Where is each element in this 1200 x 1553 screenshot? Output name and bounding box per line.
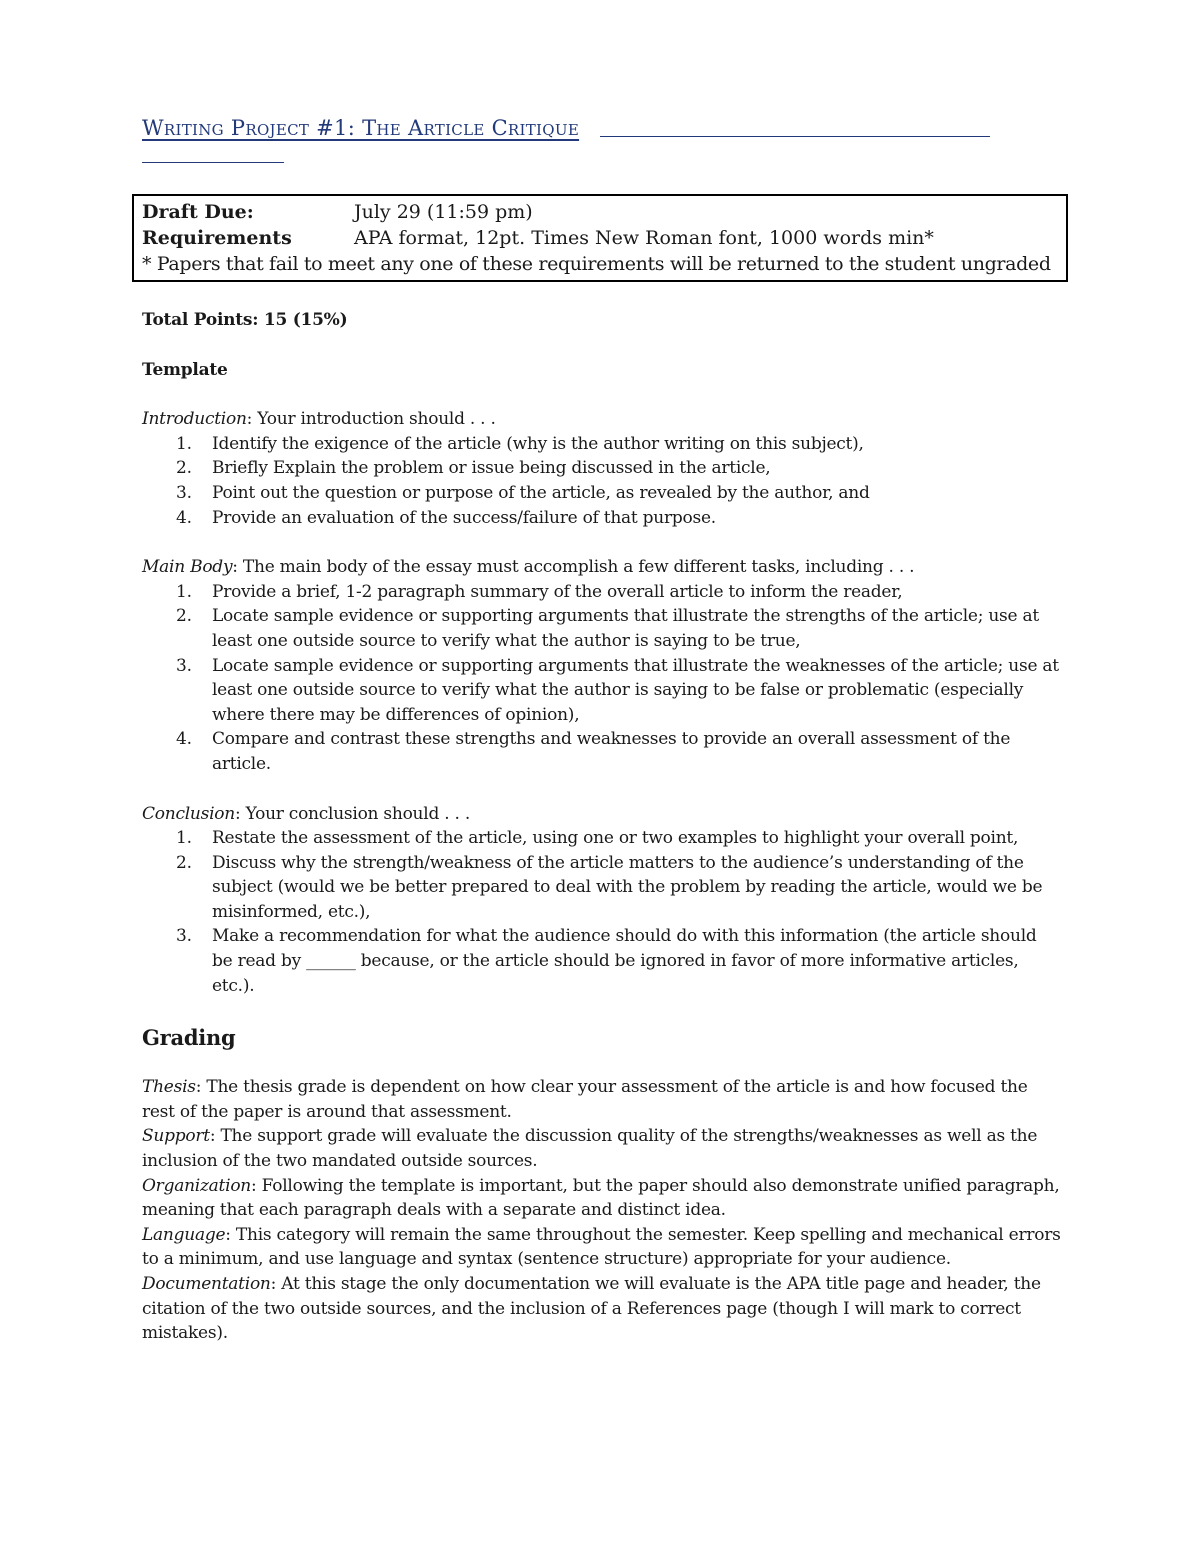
title-underline-rule [600, 136, 990, 137]
conclusion-heading [142, 802, 1062, 827]
conclusion-lead: : Your conclusion should . . . [234, 803, 471, 824]
requirements-note: * Papers that fail to meet any one of these requirements will be returned to the student ungraded [142, 253, 1051, 275]
total-points: Total Points: 15 (15%) [142, 310, 348, 330]
title-underline-rule-continued [142, 162, 284, 163]
conclusion-list [142, 826, 1062, 998]
list-item: 3. Make a recommendation for what the audience should do with this information (the article should be read by ______ because, or the article should be ignored in favor of more informative articles, etc.). [176, 926, 1037, 996]
main-body-label: Main Body [142, 557, 233, 578]
criterion-label: Thesis [142, 1077, 196, 1098]
criterion-label: Documentation [142, 1274, 271, 1294]
grading-heading: Grading [142, 1025, 236, 1051]
main-body-heading [142, 555, 1062, 580]
criterion-label: Organization [142, 1175, 252, 1196]
criterion-label: Support [142, 1126, 210, 1147]
introduction-heading [142, 407, 1062, 432]
introduction-list [142, 432, 1062, 530]
requirements-value: APA format, 12pt. Times New Roman font, 1000 words min* [354, 227, 934, 249]
grading-criterion-documentation: Documentation: At this stage the only documentation we will evaluate is the APA title page and header, the citation of the two outside sources, and the inclusion of a References page (though I will mark to correct mistakes). [142, 1274, 1041, 1344]
document-title: Writing Project #1: The Article Critique [142, 116, 580, 140]
introduction-label: Introduction [142, 409, 247, 430]
list-item: 3. Locate sample evidence or supporting arguments that illustrate the weaknesses of the article; use at least one outside source to verify what the author is saying to be false or problematic (especially where there may be differences of opinion), [176, 655, 1059, 725]
list-item: 2. Briefly Explain the problem or issue being discussed in the article, [176, 458, 771, 479]
criterion-label: Language [142, 1224, 226, 1245]
introduction-lead: : Your introduction should . . . [246, 409, 496, 430]
grading-criterion-support: Support: The support grade will evaluate the discussion quality of the strengths/weaknesses as well as the inclusion of the two mandated outside sources. [142, 1126, 1038, 1172]
draft-due-label: Draft Due: [142, 201, 254, 223]
draft-due-value: July 29 (11:59 pm) [354, 201, 533, 223]
requirements-box [132, 194, 1068, 282]
main-body-lead: : The main body of the essay must accomplish a few different tasks, including . . . [232, 557, 915, 578]
list-item: 2. Discuss why the strength/weakness of the article matters to the audience’s understanding of the subject (would we be better prepared to deal with the problem by reading the article, would we be misinformed, etc.), [176, 852, 1043, 922]
list-item: 4. Provide an evaluation of the success/failure of that purpose. [176, 507, 716, 528]
conclusion-label: Conclusion [142, 803, 235, 824]
list-item: 1. Provide a brief, 1-2 paragraph summary of the overall article to inform the reader, [176, 581, 903, 602]
grading-criterion-organization: Organization: Following the template is important, but the paper should also demonstrate unified paragraph, meaning that each paragraph deals with a separate and distinct idea. [142, 1175, 1060, 1221]
requirements-label: Requirements [142, 227, 292, 249]
list-item: 4. Compare and contrast these strengths and weaknesses to provide an overall assessment of the article. [176, 729, 1011, 774]
list-item: 1. Restate the assessment of the article, using one or two examples to highlight your overall point, [176, 828, 1019, 849]
main-body-list [142, 580, 1062, 777]
list-item: 1. Identify the exigence of the article (why is the author writing on this subject), [176, 433, 864, 454]
grading-criterion-thesis: Thesis: The thesis grade is dependent on how clear your assessment of the article is and how focused the rest of the paper is around that assessment. [142, 1077, 1028, 1122]
list-item: 3. Point out the question or purpose of the article, as revealed by the author, and [176, 482, 870, 503]
grading-criterion-language: Language: This category will remain the same throughout the semester. Keep spelling and mechanical errors to a minimum, and use language and syntax (sentence structure) appropriate for your audience. [142, 1224, 1061, 1270]
template-heading: Template [142, 359, 228, 380]
list-item: 2. Locate sample evidence or supporting arguments that illustrate the strengths of the article; use at least one outside source to verify what the author is saying to be true, [176, 606, 1039, 651]
document-body [142, 308, 1062, 1346]
